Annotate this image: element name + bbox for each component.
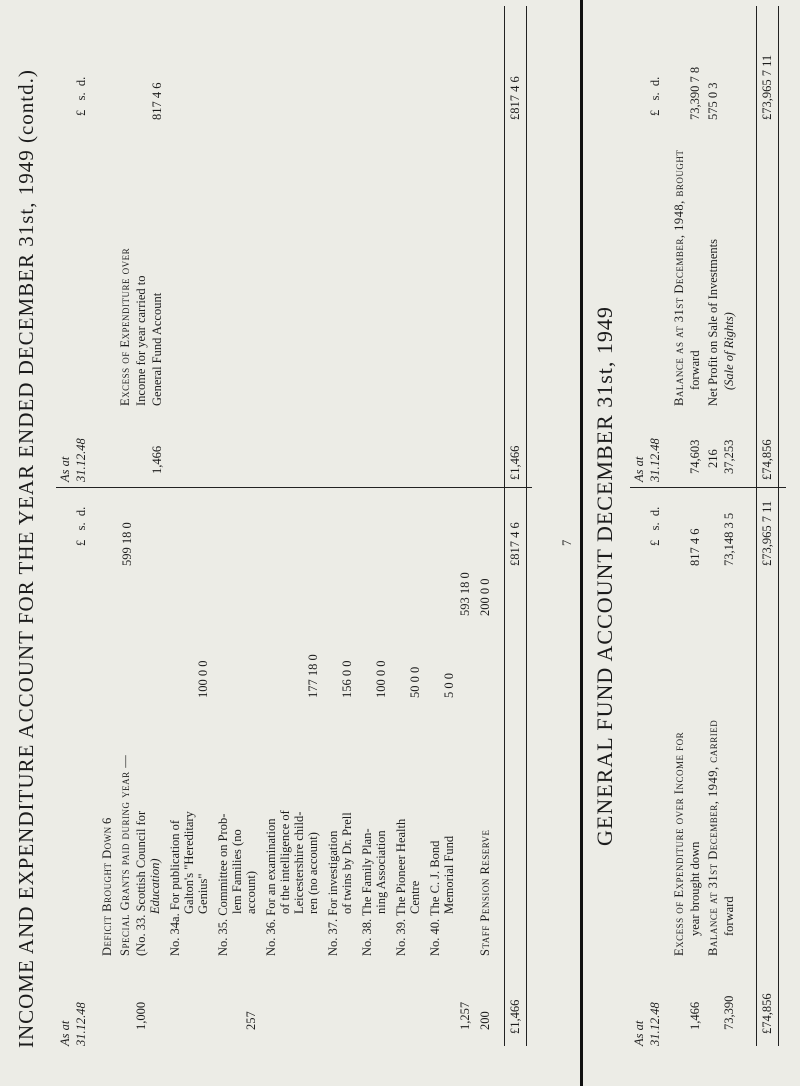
prev-total-left: £1,466 [508, 999, 522, 1034]
gf-total-left: £73,965 7 11 [760, 500, 774, 566]
excess-total: £817 4 6 [508, 76, 522, 120]
grant-37: No. 37. For investigation [326, 830, 340, 956]
gf-excess-label: Excess of Expenditure over Income for [672, 731, 686, 956]
deficit-label: Deficit Brought Down [100, 826, 114, 956]
grant-38: No. 38. The Family Plan- [360, 828, 374, 956]
excess-label-b: Income for year carried to [134, 275, 148, 406]
grant-40-value: 5 0 0 [442, 673, 456, 698]
rule-total-top [504, 6, 505, 1046]
excess-prev: 1,466 [150, 445, 164, 474]
gf-balance-label: Balance at 31st December, 1949, carried [706, 719, 720, 956]
excess-amount: 817 4 6 [150, 82, 164, 120]
grant-35c: account) [244, 870, 258, 914]
total-left: £817 4 6 [508, 522, 522, 566]
gf-right-balance: Balance as at 31st December, 1948, brought [672, 149, 686, 406]
grant-36d: ren (no account) [306, 832, 320, 914]
grant-35: No. 35. Committee on Prob- [216, 813, 230, 956]
gf-balance-label-b: forward [722, 896, 736, 936]
grant-36-value: 177 18 0 [306, 654, 320, 698]
prev-257: 257 [244, 1011, 258, 1030]
grant-36: No. 36. For an examination [264, 818, 278, 956]
page-number: 7 [560, 539, 574, 546]
income-expenditure-title: INCOME AND EXPENDITURE ACCOUNT FOR THE YEAR ENDED DECEMBER 31st, 1949 (contd.) [14, 69, 38, 1048]
divider-top [56, 487, 532, 488]
gf-date-right: 31.12.48 [648, 438, 662, 482]
gf-amount-73148: 73,148 3 5 [722, 512, 736, 566]
grant-34c: Genius" [196, 873, 210, 914]
gf-prev-1466: 1,466 [688, 1001, 702, 1030]
grant-38-value: 100 0 0 [374, 660, 388, 698]
as-at-date-right: 31.12.48 [74, 438, 88, 482]
currency-mid: £ s. d. [74, 506, 88, 546]
section-separator [580, 0, 583, 1086]
gf-right-net-b: (Sale of Rights) [722, 312, 736, 390]
gf-right-total: £73,965 7 11 [760, 54, 774, 120]
gf-excess-label-b: year brought down [688, 841, 702, 936]
gf-date: 31.12.48 [648, 1002, 662, 1046]
grant-33b: Education) [148, 858, 162, 914]
grant-34: No. 34a. For publication of [168, 819, 182, 956]
grant-36b: of the intelligence of [278, 810, 292, 914]
gf-rule-bottom [778, 6, 779, 1046]
gf-prev-total: £74,856 [760, 993, 774, 1034]
grant-40: No. 40. The C. J. Bond [428, 840, 442, 956]
gf-right-prev-total: £74,856 [760, 439, 774, 480]
gf-as-at-right: As at [632, 456, 646, 482]
deficit-note: 6 [100, 817, 114, 824]
prev-1000: 1,000 [134, 1001, 148, 1030]
grant-34-value: 100 0 0 [196, 660, 210, 698]
excess-label: Excess of Expenditure over [118, 247, 132, 406]
grant-38b: ning Association [374, 830, 388, 914]
excess-prev-total: £1,466 [508, 445, 522, 480]
grant-37b: of twins by Dr. Prell [340, 812, 354, 914]
gf-amount-817: 817 4 6 [688, 528, 702, 566]
grant-33: (No. 33. Scottish Council for [134, 810, 148, 956]
as-at-date: 31.12.48 [74, 1002, 88, 1046]
grant-35b: lem Families (no [230, 829, 244, 914]
gf-right-amount-1: 73,390 7 8 [688, 66, 702, 120]
special-grants-label: Special Grants paid during year — [118, 754, 132, 956]
gf-right-net: Net Profit on Sale of Investments [706, 239, 720, 406]
excess-label-c: General Fund Account [150, 292, 164, 406]
gf-as-at: As at [632, 1020, 646, 1046]
as-at-label-right: As at [58, 456, 72, 482]
subtotal-593: 593 18 0 [458, 572, 472, 616]
top-sub-total: 599 18 0 [120, 522, 134, 566]
gf-right-prev-2: 216 [706, 449, 720, 468]
gf-right-prev-3: 37,253 [722, 439, 736, 474]
staff-pension-label: Staff Pension Reserve [478, 829, 492, 956]
prev-200: 200 [478, 1011, 492, 1030]
grant-39b: Centre [408, 880, 422, 914]
gf-right-amount-2: 575 0 3 [706, 82, 720, 120]
grant-34b: Galton's "Hereditary [182, 811, 196, 914]
general-fund-title: GENERAL FUND ACCOUNT DECEMBER 31st, 1949 [592, 306, 617, 846]
currency-pound: £ s. d. [74, 76, 88, 116]
gf-prev-73390: 73,390 [722, 995, 736, 1030]
gf-currency-right: £ s. d. [648, 76, 662, 116]
grant-39-value: 50 0 0 [408, 666, 422, 698]
as-at-label: As at [58, 1020, 72, 1046]
gf-currency-mid: £ s. d. [648, 506, 662, 546]
grant-36c: Leicestershire child- [292, 811, 306, 914]
gf-rule-top [756, 6, 757, 1046]
subtotal-200: 200 0 0 [478, 578, 492, 616]
gf-right-balance-b: forward [688, 350, 702, 390]
grant-39: No. 39. The Pioneer Health [394, 818, 408, 956]
prev-1257: 1,257 [458, 1001, 472, 1030]
rule-total-bottom [526, 6, 527, 1046]
grant-40b: Memorial Fund [442, 835, 456, 914]
grant-37-value: 156 0 0 [340, 660, 354, 698]
gf-right-prev-1: 74,603 [688, 439, 702, 474]
gf-divider [630, 487, 786, 488]
